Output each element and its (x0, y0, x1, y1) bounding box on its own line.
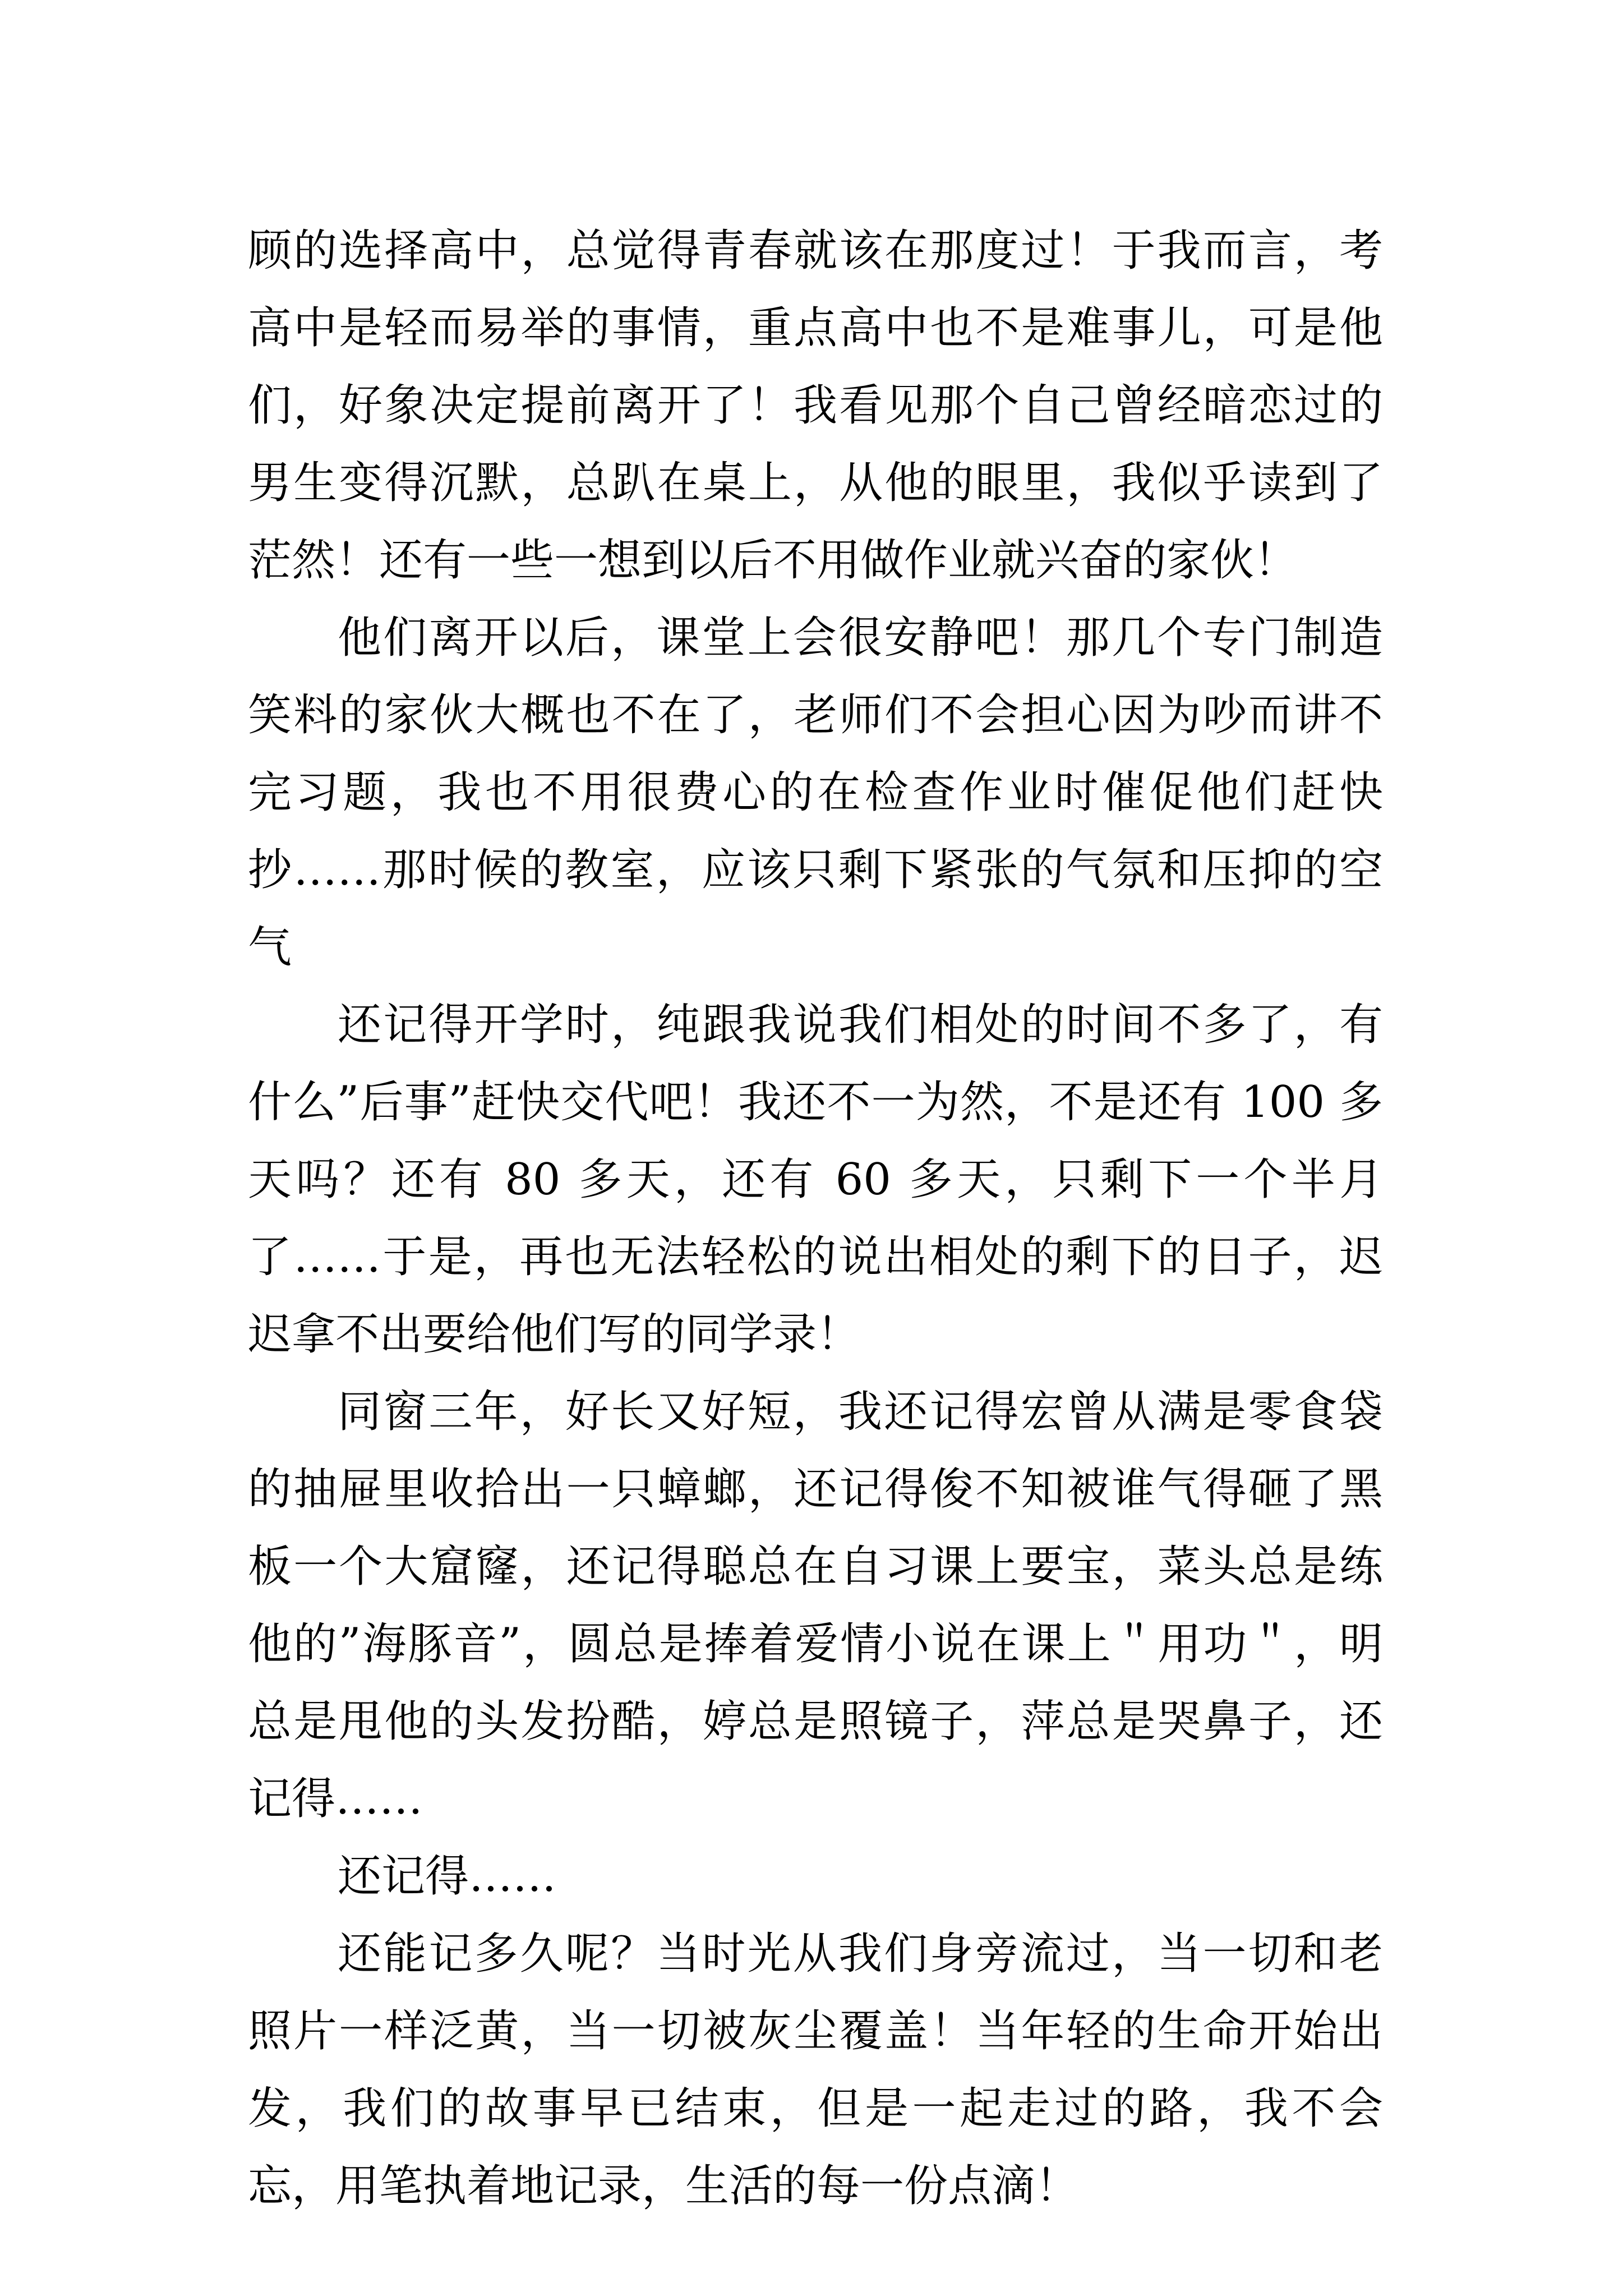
paragraph-6: 还能记多久呢？当时光从我们身旁流过，当一切和老照片一样泛黄，当一切被灰尘覆盖！当年轻的生命开始出发，我们的故事早已结束，但是一起走过的路，我不会忘，用笔执着地记录，生活的每一份点滴！ (248, 1929, 1383, 2211)
paragraph-5: 还记得…… (338, 1851, 557, 1902)
document-body (248, 212, 1383, 2225)
paragraph-2: 他们离开以后，课堂上会很安静吧！那几个专门制造笑料的家伙大概也不在了，老师们不会担心因为吵而讲不完习题，我也不用很费心的在检查作业时催促他们赶快抄……那时候的教室，应该只剩下紧张的气氛和压抑的空气 (248, 613, 1383, 973)
paragraph-1: 顾的选择高中，总觉得青春就该在那度过！于我而言，考高中是轻而易举的事情，重点高中也不是难事儿，可是他们，好象决定提前离开了！我看见那个自己曾经暗恋过的男生变得沉默，总趴在桌上，从他的眼里，我似乎读到了茫然！还有一些一想到以后不用做作业就兴奋的家伙！ (248, 226, 1383, 586)
paragraph-3: 还记得开学时，纯跟我说我们相处的时间不多了，有什么”后事”赶快交代吧！我还不一为然，不是还有 100 多天吗？还有 80 多天，还有 60 多天，只剩下一个半月了……于是，再也无法轻松的说出相处的剩下的日子，迟迟拿不出要给他们写的同学录！ (248, 1000, 1383, 1360)
paragraph-4: 同窗三年，好长又好短，我还记得宏曾从满是零食袋的抽屉里收拾出一只蟑螂，还记得俊不知被谁气得砸了黑板一个大窟窿，还记得聪总在自习课上要宝，菜头总是练他的”海豚音”，圆总是捧着爱情小说在课上＂用功＂，明总是甩他的头发扮酷，婷总是照镜子，萍总是哭鼻子，还记得…… (248, 1387, 1383, 1824)
